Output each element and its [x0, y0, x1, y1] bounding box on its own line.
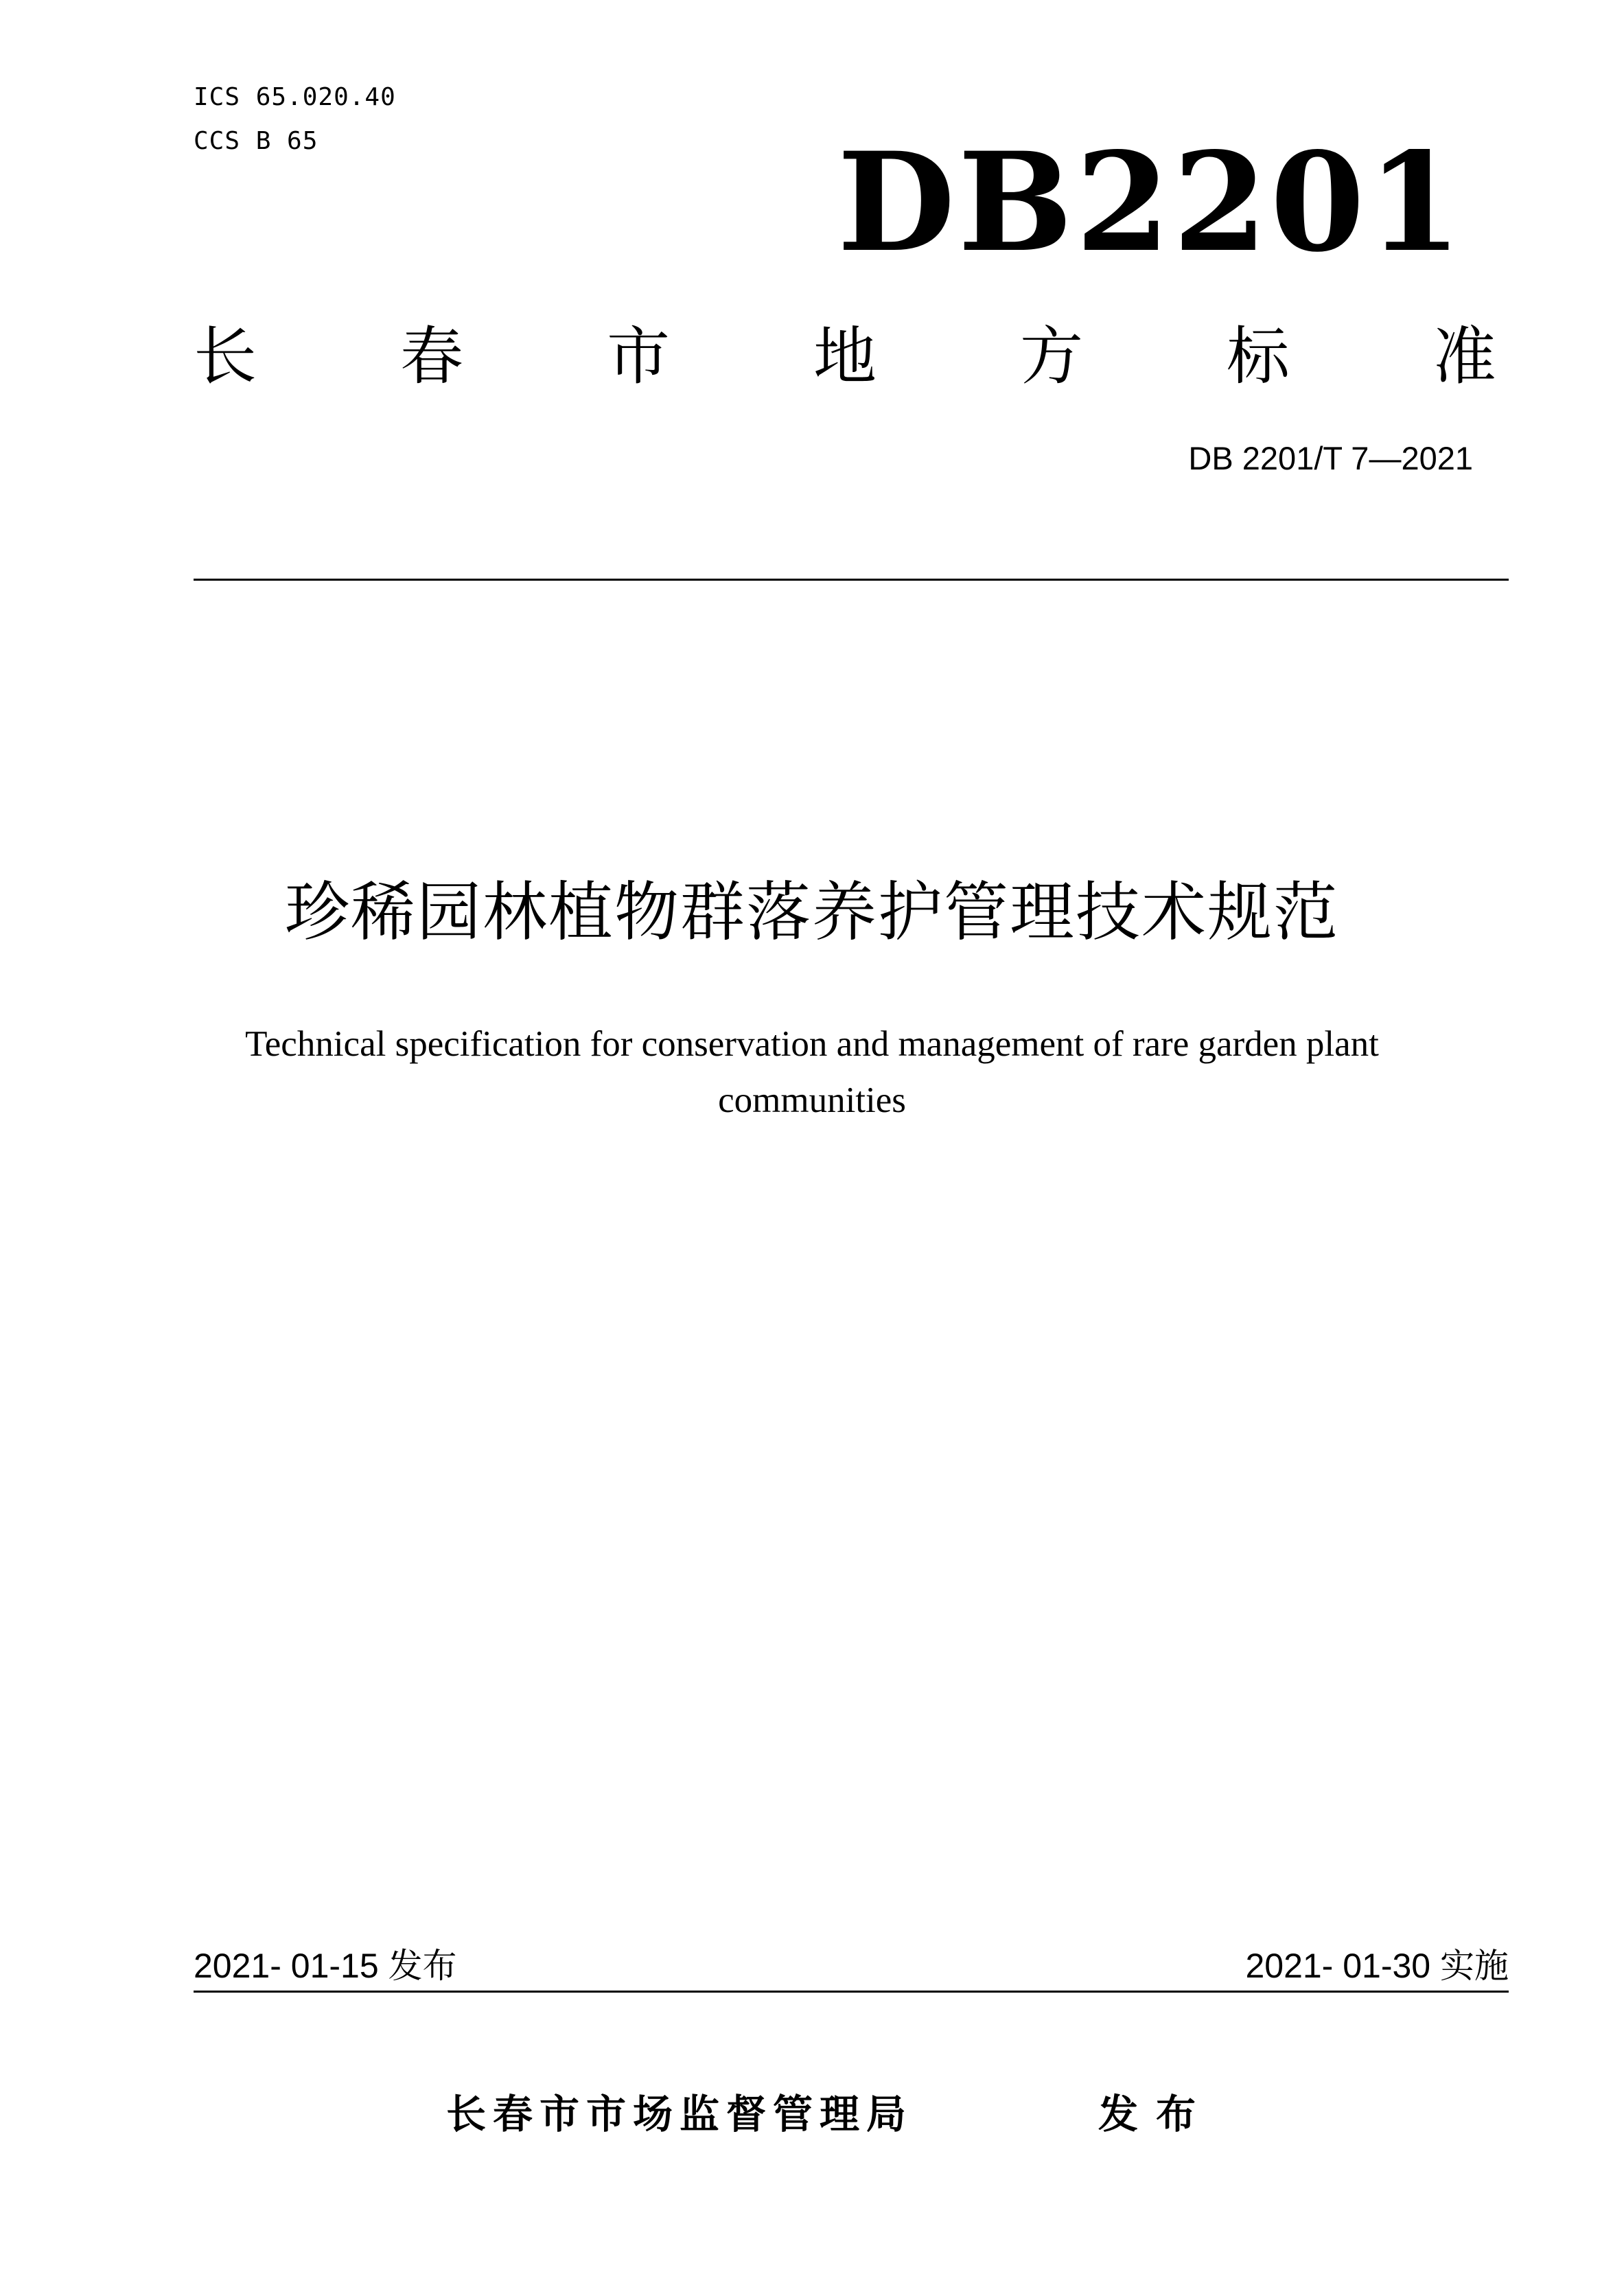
standard-type-char: 标	[1226, 320, 1290, 393]
publish-date: 2021- 01-15 发布	[194, 1947, 457, 1985]
implementation-date: 2021- 01-30 实施	[1245, 1947, 1509, 1985]
ccs-code: CCS B 65	[194, 127, 318, 155]
publisher-name: 长春市市场监督管理局	[446, 2091, 914, 2137]
standard-type-char: 地	[813, 320, 877, 393]
ics-code: ICS 65.020.40	[194, 83, 396, 111]
publisher-suffix: 发布	[1098, 2091, 1214, 2137]
standard-type-heading	[194, 319, 1496, 395]
standard-type-char: 市	[606, 320, 670, 393]
bottom-divider	[194, 1991, 1509, 1993]
standard-type-char: 春	[399, 320, 463, 393]
english-title-line-1: Technical specification for conservation and management of rare garden plant	[245, 1024, 1379, 1064]
standard-type-char: 方	[1019, 320, 1083, 393]
top-divider	[194, 579, 1509, 581]
standard-type-char: 长	[194, 320, 257, 393]
standard-type-char: 准	[1432, 320, 1496, 393]
standard-number: DB 2201/T 7—2021	[1188, 440, 1473, 476]
english-title-line-2: communities	[718, 1080, 906, 1120]
document-title-chinese: 珍稀园林植物群落养护管理技术规范	[284, 875, 1339, 950]
db-code-logo: DB2201	[837, 122, 1465, 282]
document-title-english	[158, 1016, 1466, 1128]
